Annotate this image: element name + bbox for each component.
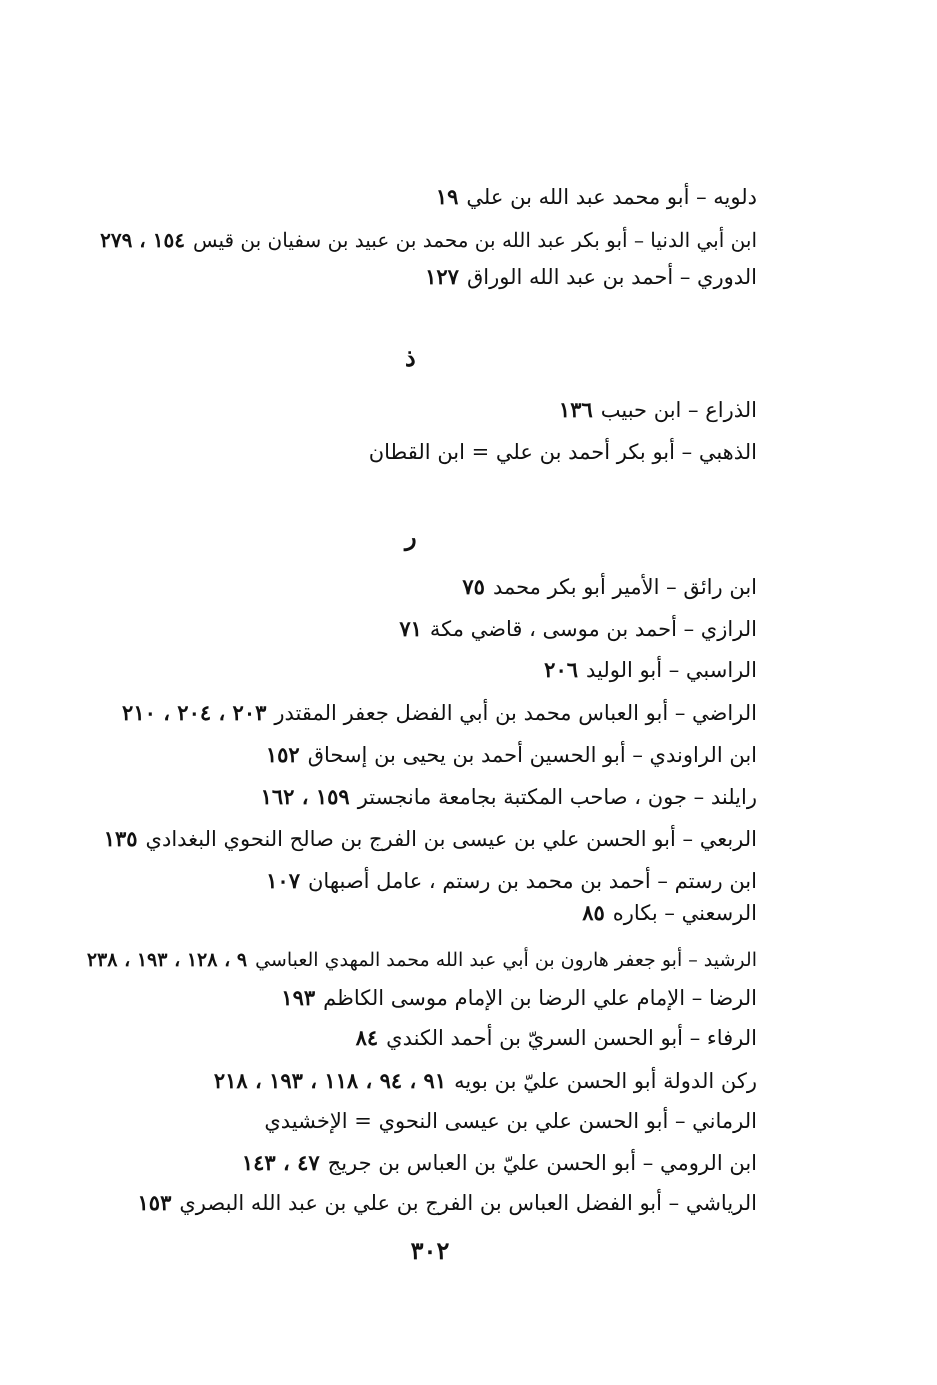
- entry-name: الراضي – أبو العباس محمد بن أبي الفضل جعفر المقتدر: [274, 701, 757, 725]
- entry-name: ابن الرومي – أبو الحسن عليّ بن العباس بن جريج: [327, 1151, 757, 1175]
- entry-name: دلويه – أبو محمد عبد الله بن علي: [466, 185, 757, 209]
- index-entry: [104, 824, 757, 854]
- entry-pages: ٨٤: [355, 1025, 379, 1050]
- entry-name: ابن الراوندي – أبو الحسين أحمد بن يحيى بن إسحاق: [307, 743, 757, 767]
- index-entry: [425, 262, 757, 292]
- index-entry: [266, 866, 757, 896]
- page-number: ٣٠٢: [410, 1236, 450, 1265]
- entry-name: ركن الدولة أبو الحسن عليّ بن بويه: [454, 1069, 757, 1093]
- entry-pages: ١٥٢: [265, 742, 300, 767]
- index-entry: [582, 898, 757, 928]
- index-entry: [261, 782, 757, 812]
- section-letter: ذ: [405, 343, 416, 372]
- entry-name: الربعي – أبو الحسن علي بن عيسى بن الفرج بن صالح النحوي البغدادي: [145, 827, 757, 851]
- entry-pages: ٧١: [399, 616, 422, 641]
- entry-name: الذهبي – أبو بكر أحمد بن علي = ابن القطان: [368, 440, 757, 464]
- index-entry: [122, 698, 757, 728]
- entry-pages: ٩ ، ١٢٨ ، ١٩٣ ، ٢٣٨: [86, 949, 248, 971]
- index-entry: [462, 572, 757, 602]
- entry-name: الراسبي – أبو الوليد: [586, 658, 757, 682]
- index-entry: [100, 225, 757, 255]
- entry-pages: ١٥٩ ، ١٦٢: [260, 784, 350, 809]
- entry-name: الدوري – أحمد بن عبد الله الوراق: [466, 265, 757, 289]
- entry-pages: ١٢٧: [425, 264, 459, 289]
- entry-name: رايلند – جون ، صاحب المكتبة بجامعة مانجستر: [357, 785, 757, 809]
- index-entry: [399, 614, 757, 644]
- index-entry: [242, 1148, 757, 1178]
- entry-pages: ٤٧ ، ١٤٣: [241, 1150, 320, 1175]
- index-entry: [436, 182, 757, 212]
- index-entry: [281, 983, 757, 1013]
- entry-pages: ٩١ ، ٩٤ ، ١١٨ ، ١٩٣ ، ٢١٨: [213, 1068, 447, 1093]
- entry-name: الرسعني – بكاره: [612, 901, 757, 925]
- entry-pages: ٢٠٣ ، ٢٠٤ ، ٢١٠: [122, 700, 267, 725]
- entry-pages: ١٣٥: [103, 826, 138, 851]
- entry-pages: ٢٠٦: [544, 657, 579, 682]
- entry-pages: ١٥٣: [137, 1190, 172, 1215]
- section-letter: ر: [405, 522, 417, 551]
- entry-pages: ٨٥: [582, 900, 605, 925]
- entry-pages: ١٩: [435, 184, 459, 209]
- entry-name: الذراع – ابن حبيب: [600, 398, 757, 422]
- index-entry: [138, 1188, 757, 1218]
- index-entry: [356, 1023, 757, 1053]
- index-entry: [87, 945, 757, 975]
- entry-name: ابن رستم – أحمد بن محمد بن رستم ، عامل أصبهان: [308, 869, 757, 893]
- entry-name: الرشيد – أبو جعفر هارون بن أبي عبد الله محمد المهدي العباسي: [255, 949, 757, 971]
- entry-name: ابن أبي الدنيا – أبو بكر عبد الله بن محمد بن عبيد بن سفيان بن قيس: [192, 228, 757, 252]
- entry-name: الرضا – الإمام علي الرضا بن الإمام موسى الكاظم: [323, 986, 757, 1010]
- entry-pages: ٧٥: [462, 574, 485, 599]
- index-entry: [544, 655, 757, 685]
- entry-pages: ١٣٦: [558, 397, 593, 422]
- entry-pages: ١٩٣: [281, 985, 316, 1010]
- entry-name: الرفاء – أبو الحسن السريّ بن أحمد الكندي: [386, 1026, 757, 1050]
- index-entry: [559, 395, 757, 425]
- index-entry: [361, 437, 757, 467]
- entry-name: الرازي – أحمد بن موسى ، قاضي مكة: [429, 617, 757, 641]
- index-entry: [266, 740, 757, 770]
- entry-pages: ١٠٧: [266, 868, 300, 893]
- entry-name: الرياشي – أبو الفضل العباس بن الفرج بن علي بن عبد الله البصري: [179, 1191, 757, 1215]
- index-entry: [256, 1106, 757, 1136]
- index-entry: [214, 1066, 757, 1096]
- entry-name: الرماني – أبو الحسن علي بن عيسى النحوي = الإخشيدي: [264, 1109, 757, 1133]
- entry-pages: ١٥٤ ، ٢٧٩: [100, 228, 185, 252]
- entry-name: ابن رائق – الأمير أبو بكر محمد: [492, 575, 757, 599]
